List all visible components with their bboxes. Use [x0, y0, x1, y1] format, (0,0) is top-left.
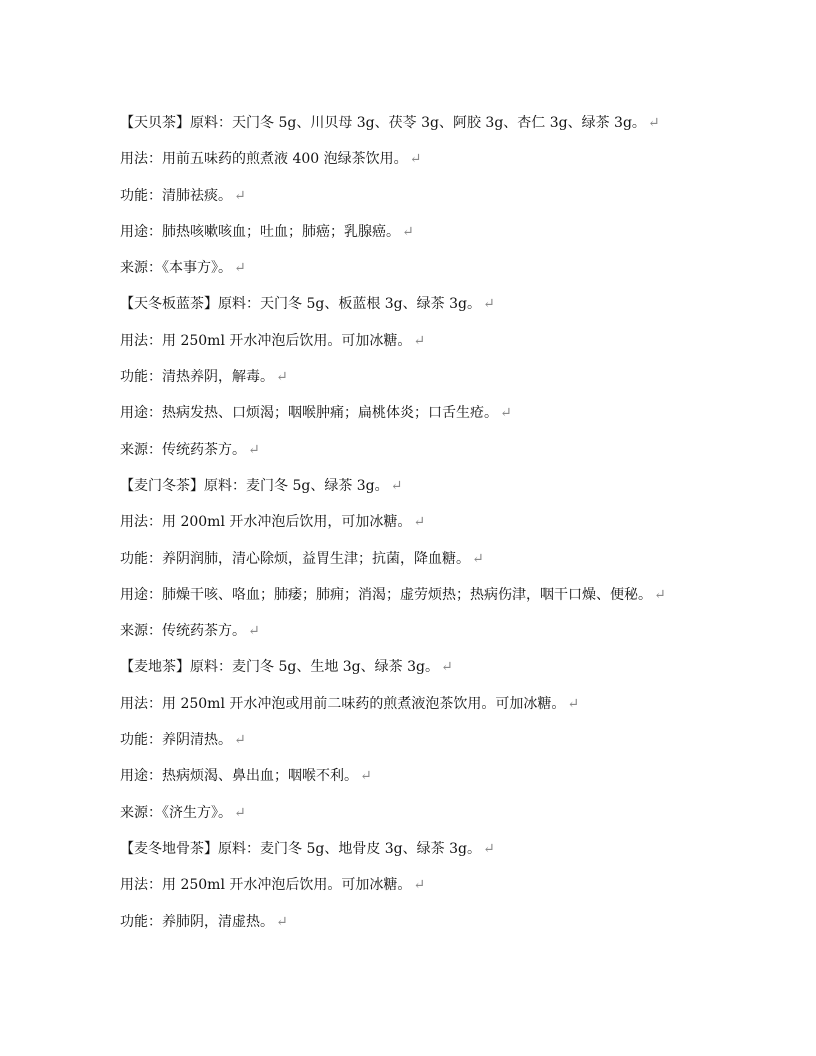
line-text: 功能：清热养阴，解毒。 — [120, 369, 274, 386]
paragraph-mark-icon: ↵ — [248, 623, 260, 640]
line-text: 用法：用前五味药的煎煮液 400 泡绿茶饮用。 — [120, 151, 408, 168]
text-line — [120, 693, 780, 729]
text-line — [120, 185, 780, 221]
paragraph-mark-icon: ↵ — [472, 550, 484, 567]
line-text: 【麦冬地骨茶】原料：麦门冬 5g、地骨皮 3g、绿茶 3g。 — [120, 840, 481, 857]
text-line — [120, 112, 780, 148]
line-text: 用法：用 250ml 开水冲泡后饮用。可加冰糖。 — [120, 332, 412, 349]
text-line — [120, 874, 780, 910]
line-text: 用途：肺燥干咳、咯血；肺痿；肺痈；消渴；虚劳烦热；热病伤津，咽干口燥、便秘。 — [120, 586, 652, 603]
line-text: 【麦门冬茶】原料：麦门冬 5g、绿茶 3g。 — [120, 477, 389, 494]
paragraph-mark-icon: ↵ — [402, 223, 414, 240]
paragraph-mark-icon: ↵ — [482, 296, 495, 313]
line-text: 用途：热病烦渴、鼻出血；咽喉不利。 — [120, 768, 358, 785]
line-text: 功能：养阴润肺，清心除烦，益胃生津；抗菌，降血糖。 — [120, 550, 470, 567]
line-text: 来源：传统药茶方。 — [120, 623, 246, 640]
text-line — [120, 257, 780, 293]
text-line — [120, 221, 780, 257]
line-text: 【天贝茶】原料：天门冬 5g、川贝母 3g、茯苓 3g、阿胶 3g、杏仁 3g、绿茶 3g。 — [120, 115, 646, 131]
text-line — [120, 148, 780, 184]
text-line — [120, 838, 780, 874]
paragraph-mark-icon: ↵ — [413, 514, 426, 531]
text-line — [120, 584, 780, 620]
paragraph-mark-icon: ↵ — [234, 260, 246, 277]
paragraph-mark-icon: ↵ — [276, 913, 288, 930]
paragraph-mark-icon: ↵ — [390, 477, 403, 494]
line-text: 用法：用 250ml 开水冲泡或用前二味药的煎煮液泡茶饮用。可加冰糖。 — [120, 695, 566, 712]
text-line — [120, 439, 780, 475]
paragraph-mark-icon: ↵ — [482, 840, 495, 857]
line-text: 功能：养肺阴，清虚热。 — [120, 913, 274, 930]
paragraph-mark-icon: ↵ — [248, 441, 260, 458]
text-line — [120, 475, 780, 511]
text-line — [120, 366, 780, 402]
text-line — [120, 729, 780, 765]
line-text: 来源：《济生方》。 — [120, 804, 232, 821]
line-text: 【天冬板蓝茶】原料：天门冬 5g、板蓝根 3g、绿茶 3g。 — [120, 296, 481, 313]
text-line — [120, 402, 780, 438]
paragraph-mark-icon: ↵ — [413, 877, 426, 894]
line-text: 【麦地茶】原料：麦门冬 5g、生地 3g、绿茶 3g。 — [120, 659, 439, 676]
paragraph-mark-icon: ↵ — [234, 187, 246, 204]
line-text: 功能：养阴清热。 — [120, 732, 232, 749]
paragraph-mark-icon: ↵ — [360, 768, 372, 785]
text-line — [120, 330, 780, 366]
line-text: 来源：传统药茶方。 — [120, 441, 246, 458]
text-line — [120, 548, 780, 584]
line-text: 用法：用 250ml 开水冲泡后饮用。可加冰糖。 — [120, 877, 412, 894]
text-line — [120, 511, 780, 547]
line-text: 来源：《本事方》。 — [120, 260, 232, 277]
paragraph-mark-icon: ↵ — [440, 659, 453, 676]
line-text: 功能：清肺祛痰。 — [120, 187, 232, 204]
text-line — [120, 293, 780, 329]
paragraph-mark-icon: ↵ — [409, 151, 422, 168]
paragraph-mark-icon: ↵ — [500, 405, 512, 422]
paragraph-mark-icon: ↵ — [654, 586, 666, 603]
text-line — [120, 802, 780, 838]
text-line — [120, 911, 780, 947]
text-line — [120, 765, 780, 801]
paragraph-mark-icon: ↵ — [276, 369, 288, 386]
document-body — [120, 112, 780, 947]
paragraph-mark-icon: ↵ — [413, 332, 426, 349]
line-text: 用途：热病发热、口烦渴；咽喉肿痛；扁桃体炎；口舌生疮。 — [120, 405, 498, 422]
paragraph-mark-icon: ↵ — [234, 732, 246, 749]
paragraph-mark-icon: ↵ — [567, 695, 580, 712]
paragraph-mark-icon: ↵ — [647, 115, 660, 131]
text-line — [120, 620, 780, 656]
text-line — [120, 656, 780, 692]
line-text: 用途：肺热咳嗽咳血；吐血；肺癌；乳腺癌。 — [120, 223, 400, 240]
paragraph-mark-icon: ↵ — [234, 804, 246, 821]
line-text: 用法：用 200ml 开水冲泡后饮用，可加冰糖。 — [120, 514, 412, 531]
